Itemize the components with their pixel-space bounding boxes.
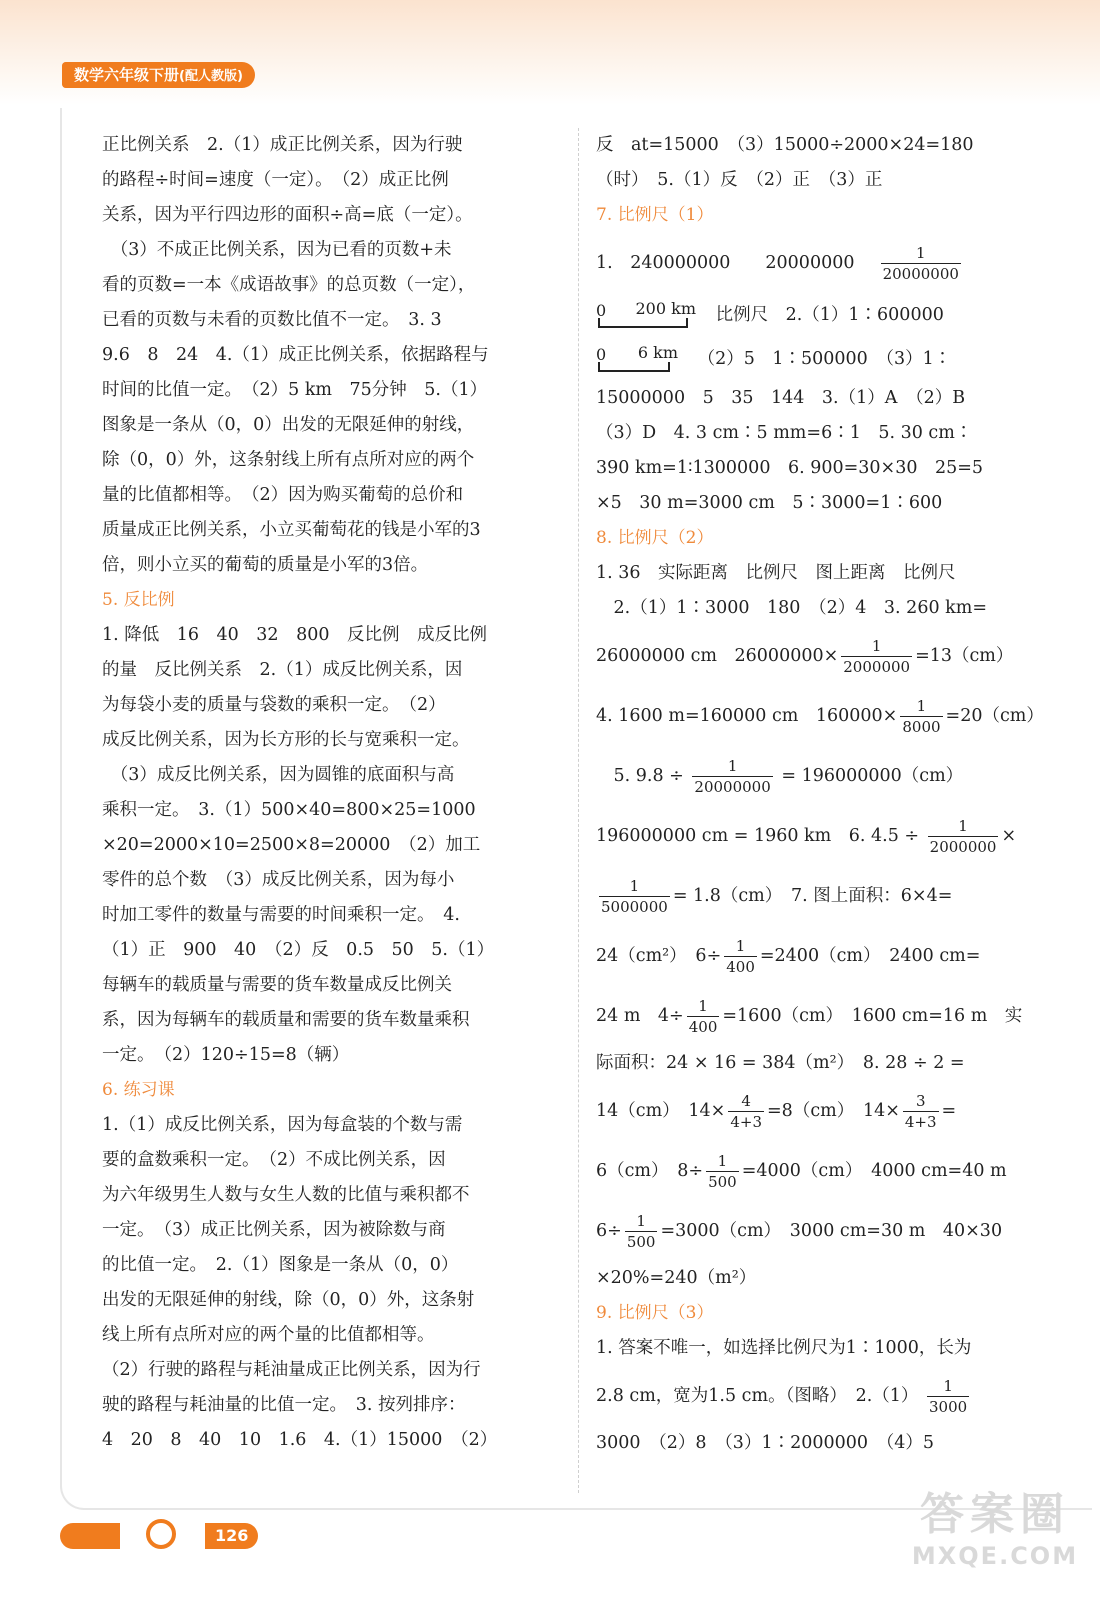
scale-distance: 6 km	[637, 342, 678, 362]
answer-line	[596, 1081, 1026, 1141]
answer-line: 线上所有点所对应的两个量的比值都相等。	[102, 1325, 435, 1345]
answer-text: 6÷	[596, 1221, 622, 1241]
right-column	[596, 128, 1044, 1461]
section-heading: 9. 比例尺（3）	[596, 1303, 714, 1323]
fraction-denominator: 500	[626, 1233, 656, 1251]
fraction-denominator: 20000000	[882, 265, 959, 283]
answer-line: （3）不成正比例关系，因为已看的页数+未	[102, 240, 452, 260]
answer-line: 际面积：24 × 16 = 384（m²） 8. 28 ÷ 2 =	[596, 1053, 965, 1073]
fraction-denominator: 3000	[929, 1398, 968, 1416]
scale-zero: 0	[596, 300, 607, 320]
answer-line: 反 at=15000 （3）15000÷2000×24=180	[596, 135, 974, 155]
fraction	[687, 996, 720, 1037]
answer-line: 除（0，0）外，这条射线上所有点所对应的两个	[102, 450, 475, 470]
answer-line: 一定。 （3）成正比例关系，因为被除数与商	[102, 1220, 446, 1240]
answer-line: 为六年级男生人数与女生人数的比值与乘积都不	[102, 1185, 470, 1205]
answer-text: 2.8 cm，宽为1.5 cm。（图略） 2.（1）	[596, 1386, 919, 1406]
answer-line: （3）成反比例关系，因为圆锥的底面积与高	[102, 765, 455, 785]
answer-line: 390 km=1∶1300000 6. 900=30×30 25=5	[596, 458, 984, 478]
answer-text: = 1.8（cm） 7. 图上面积：6×4=	[672, 886, 953, 906]
fraction	[881, 243, 961, 284]
answer-line: 1.（1）成反比例关系，因为每盒装的个数与需	[102, 1115, 463, 1135]
answer-line: 时间的比值一定。 （2）5 km 75分钟 5.（1）	[102, 380, 488, 400]
fraction-numerator: 1	[687, 996, 720, 1017]
line-scale	[596, 344, 678, 376]
answer-text: 6（cm） 8÷	[596, 1161, 704, 1181]
page-badge-ring-icon	[146, 1519, 176, 1549]
section-heading: 7. 比例尺（1）	[596, 205, 714, 225]
answer-text: =1600（cm） 1600 cm=16 m 实	[722, 1006, 1023, 1026]
book-title: 数学六年级下册	[74, 66, 180, 84]
answer-line: 图象是一条从（0，0）出发的无限延伸的射线，	[102, 415, 475, 435]
watermark	[900, 1478, 1090, 1570]
answer-text: =3000（cm） 3000 cm=30 m 40×30	[660, 1221, 1003, 1241]
answer-line	[596, 1201, 1026, 1261]
fraction	[599, 876, 670, 917]
answer-line	[596, 293, 1026, 337]
answer-text: 5. 9.8 ÷	[596, 766, 684, 786]
scale-distance: 200 km	[635, 298, 696, 318]
answer-text: 1. 240000000 20000000	[596, 253, 872, 273]
answer-line	[596, 337, 1026, 381]
fraction-denominator: 4+3	[730, 1113, 763, 1131]
left-column	[102, 128, 532, 1458]
answer-line: 每辆车的载质量与需要的货车数量成反比例关	[102, 975, 452, 995]
answer-line: ×20=2000×10=2500×8=20000 （2）加工	[102, 835, 481, 855]
fraction-numerator: 4	[728, 1091, 764, 1112]
answer-line: 3000 （2）8 （3）1∶2000000 （4）5	[596, 1433, 935, 1453]
answer-line: ×20%=240（m²）	[596, 1268, 757, 1288]
answer-line	[596, 926, 1026, 986]
watermark-logo: 答案圈	[920, 1489, 1070, 1540]
answer-line: 为每袋小麦的质量与袋数的乘积一定。 （2）	[102, 695, 446, 715]
answer-text: 4. 1600 m=160000 cm 160000×	[596, 706, 898, 726]
section-heading: 8. 比例尺（2）	[596, 528, 714, 548]
answer-text: （2）5 1∶500000 （3）1∶	[697, 349, 952, 369]
fraction	[724, 936, 757, 977]
fraction	[900, 696, 942, 737]
answer-line: 已看的页数与未看的页数比值不一定。 3. 3	[102, 310, 442, 330]
answer-text: =4000（cm） 4000 cm=40 m	[741, 1161, 1007, 1181]
answer-line	[596, 626, 1026, 686]
answer-line: 正比例关系 2.（1）成正比例关系，因为行驶	[102, 135, 463, 155]
fraction-numerator: 1	[692, 756, 772, 777]
column-divider	[578, 128, 579, 1493]
answer-line	[596, 1141, 1026, 1201]
answer-line: （3）D 4. 3 cm∶5 mm=6∶1 5. 30 cm∶	[596, 423, 973, 443]
answer-text: 比例尺 2.（1）1∶600000	[715, 305, 944, 325]
fraction-denominator: 400	[726, 958, 755, 976]
page-number: 126	[205, 1523, 258, 1549]
answer-line: 的比值一定。 2.（1）图象是一条从（0，0）	[102, 1255, 459, 1275]
page-header-band	[0, 0, 1100, 105]
fraction-denominator: 4+3	[904, 1113, 937, 1131]
page-badge-bar	[60, 1523, 120, 1549]
fraction-numerator: 1	[599, 876, 670, 897]
scale-bar	[598, 362, 670, 372]
answer-line: 看的页数=一本《成语故事》的总页数（一定），	[102, 275, 476, 295]
answer-line: 质量成正比例关系，小立买葡萄花的钱是小军的3	[102, 520, 481, 540]
answer-line	[596, 806, 1026, 866]
fraction-numerator: 1	[928, 816, 999, 837]
answer-line: 要的盒数乘积一定。 （2）不成比例关系，因	[102, 1150, 446, 1170]
fraction	[706, 1151, 739, 1192]
answer-line: （1）正 900 40 （2）反 0.5 50 5.（1）	[102, 940, 495, 960]
answer-line: 倍，则小立买的葡萄的质量是小军的3倍。	[102, 555, 429, 575]
answer-line: 出发的无限延伸的射线，除（0，0）外，这条射	[102, 1290, 475, 1310]
fraction	[625, 1211, 658, 1252]
answer-line: （2）行驶的路程与耗油量成正比例关系，因为行	[102, 1360, 481, 1380]
book-title-label	[62, 62, 255, 88]
fraction-denominator: 2000000	[929, 838, 997, 856]
answer-text: = 196000000（cm）	[781, 766, 964, 786]
answer-text: 196000000 cm = 1960 km 6. 4.5 ÷	[596, 826, 920, 846]
fraction-numerator: 1	[841, 636, 912, 657]
answer-text: =	[941, 1101, 957, 1121]
fraction-numerator: 3	[903, 1091, 939, 1112]
answer-line: ×5 30 m=3000 cm 5∶3000=1∶600	[596, 493, 943, 513]
answer-text: ×	[1001, 826, 1017, 846]
answer-line: 1. 36 实际距离 比例尺 图上距离 比例尺	[596, 563, 956, 583]
answer-text: 26000000 cm 26000000×	[596, 646, 839, 666]
answer-line	[596, 686, 1044, 746]
line-scale	[596, 300, 696, 332]
answer-line: 4 20 8 40 10 1.6 4.（1）15000 （2）	[102, 1430, 498, 1450]
fraction-denominator: 8000	[902, 718, 941, 736]
answer-line: 1. 答案不唯一，如选择比例尺为1∶1000，长为	[596, 1338, 972, 1358]
answer-text: 24（cm²） 6÷	[596, 946, 722, 966]
scale-zero: 0	[596, 344, 607, 364]
answer-line: （时） 5.（1）反 （2）正 （3）正	[596, 170, 883, 190]
fraction-denominator: 20000000	[694, 778, 771, 796]
fraction	[692, 756, 772, 797]
fraction	[841, 636, 912, 677]
answer-text: =13（cm）	[915, 646, 1014, 666]
fraction	[928, 816, 999, 857]
fraction-numerator: 1	[881, 243, 961, 264]
answer-text: =2400（cm） 2400 cm=	[759, 946, 981, 966]
fraction-numerator: 1	[724, 936, 757, 957]
fraction-numerator: 1	[900, 696, 942, 717]
answer-line: 量的比值都相等。 （2）因为购买葡萄的总价和	[102, 485, 464, 505]
watermark-url: MXQE.COM	[911, 1542, 1079, 1570]
fraction	[903, 1091, 939, 1132]
fraction-numerator: 1	[706, 1151, 739, 1172]
answer-text: 14（cm） 14×	[596, 1101, 726, 1121]
book-edition: (配人教版)	[179, 69, 243, 84]
answer-text: 24 m 4÷	[596, 1006, 684, 1026]
answer-line: 系，因为每辆车的载质量和需要的货车数量乘积	[102, 1010, 470, 1030]
answer-line: 驶的路程与耗油量的比值一定。 3. 按列排序：	[102, 1395, 466, 1415]
answer-line: 15000000 5 35 144 3.（1）A （2）B	[596, 388, 966, 408]
page-number-badge	[60, 1520, 249, 1552]
answer-line: 的路程÷时间=速度（一定）。 （2）成正比例	[102, 170, 449, 190]
answer-line	[596, 1366, 1026, 1426]
answer-line: 的量 反比例关系 2.（1）成反比例关系，因	[102, 660, 463, 680]
answer-line: 时加工零件的数量与需要的时间乘积一定。 4.	[102, 905, 460, 925]
answer-line	[596, 233, 1026, 293]
answer-line: 零件的总个数 （3）成反比例关系，因为每小	[102, 870, 455, 890]
answer-line: 成反比例关系，因为长方形的长与宽乘积一定。	[102, 730, 470, 750]
answer-line	[596, 746, 1026, 806]
answer-line: 关系，因为平行四边形的面积÷高=底（一定）。	[102, 205, 473, 225]
fraction-denominator: 5000000	[601, 898, 668, 916]
answer-line: 一定。 （2）120÷15=8（辆）	[102, 1045, 350, 1065]
section-heading: 5. 反比例	[102, 590, 175, 610]
fraction-numerator: 1	[927, 1376, 969, 1397]
fraction-numerator: 1	[625, 1211, 658, 1232]
answer-line: 1. 降低 16 40 32 800 反比例 成反比例	[102, 625, 487, 645]
fraction-denominator: 400	[688, 1018, 718, 1036]
fraction	[728, 1091, 764, 1132]
fraction-denominator: 2000000	[843, 658, 911, 676]
answer-line	[596, 986, 1026, 1046]
answer-line: 9.6 8 24 4.（1）成正比例关系，依据路程与	[102, 345, 489, 365]
section-heading: 6. 练习课	[102, 1080, 175, 1100]
fraction	[927, 1376, 969, 1417]
scale-bar	[598, 318, 688, 328]
answer-line: 2.（1）1∶3000 180 （2）4 3. 260 km=	[596, 598, 988, 618]
answer-line: 乘积一定。 3.（1）500×40=800×25=1000	[102, 800, 476, 820]
answer-text: =8（cm） 14×	[767, 1101, 900, 1121]
fraction-denominator: 500	[708, 1173, 737, 1191]
answer-text: =20（cm）	[945, 706, 1044, 726]
answer-line	[596, 866, 1026, 926]
